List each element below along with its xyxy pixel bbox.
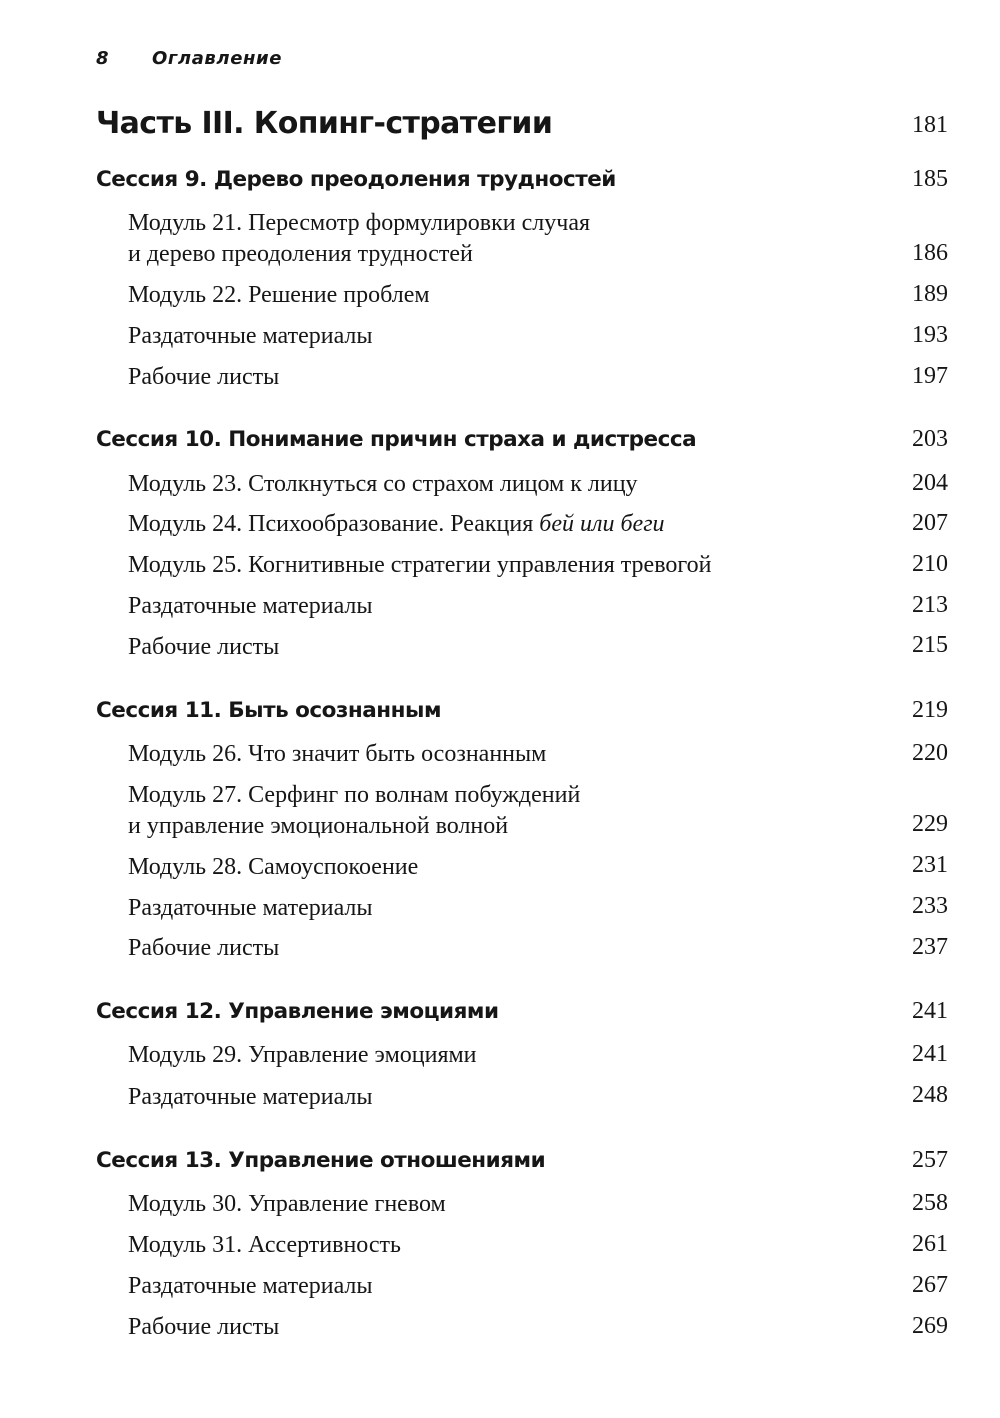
toc-entry: Модуль 22. Решение проблем	[128, 282, 430, 308]
toc-entry: Модуль 28. Самоуспокоение	[128, 854, 419, 880]
session-page: 185	[912, 166, 948, 192]
toc-entry: Модуль 29. Управление эмоциями	[128, 1042, 477, 1068]
toc-entry: Раздаточные материалы	[128, 895, 373, 921]
entry-page: 269	[912, 1313, 948, 1339]
toc-entry: Рабочие листы	[128, 935, 280, 961]
entry-page: 229	[912, 811, 948, 837]
toc-entry: Раздаточные материалы	[128, 323, 373, 349]
entry-page: 261	[912, 1231, 948, 1257]
part-title: Часть III. Копинг-стратегии	[96, 106, 553, 141]
part-page: 181	[912, 112, 948, 138]
session-title: Сессия 9. Дерево преодоления трудностей	[96, 167, 616, 192]
toc-entry: Модуль 31. Ассертивность	[128, 1232, 401, 1258]
entry-page: 189	[912, 281, 948, 307]
toc-entry: Модуль 26. Что значит быть осознанным	[128, 741, 547, 767]
running-header	[96, 48, 282, 69]
session-page: 241	[912, 998, 948, 1024]
toc-entry: Раздаточные материалы	[128, 593, 373, 619]
toc-entry: Рабочие листы	[128, 1314, 280, 1340]
entry-page: 207	[912, 510, 948, 536]
entry-page: 220	[912, 740, 948, 766]
toc-entry: Модуль 23. Столкнуться со страхом лицом к лицу	[128, 471, 638, 497]
entry-page: 248	[912, 1082, 948, 1108]
toc-entry: Модуль 27. Серфинг по волнам побуждений и управление эмоциональной волной	[128, 782, 581, 839]
toc-entry: Модуль 30. Управление гневом	[128, 1191, 446, 1217]
session-page: 203	[912, 426, 948, 452]
entry-page: 267	[912, 1272, 948, 1298]
session-page: 219	[912, 697, 948, 723]
entry-page: 258	[912, 1190, 948, 1216]
entry-page: 231	[912, 852, 948, 878]
entry-page: 213	[912, 592, 948, 618]
entry-page: 186	[912, 240, 948, 266]
entry-page: 215	[912, 632, 948, 658]
toc-entry: Рабочие листы	[128, 634, 280, 660]
toc-entry: Раздаточные материалы	[128, 1273, 373, 1299]
entry-page: 233	[912, 893, 948, 919]
page-number: 8	[96, 48, 109, 69]
entry-page: 197	[912, 363, 948, 389]
toc-entry: Модуль 24. Психообразование. Реакция бей или беги	[128, 511, 665, 537]
entry-page: 193	[912, 322, 948, 348]
session-title: Сессия 13. Управление отношениями	[96, 1148, 546, 1173]
session-page: 257	[912, 1147, 948, 1173]
toc-entry: Раздаточные материалы	[128, 1084, 373, 1110]
toc-entry: Модуль 21. Пересмотр формулировки случая и дерево преодоления трудностей	[128, 210, 591, 267]
session-title: Сессия 11. Быть осознанным	[96, 698, 442, 723]
toc-entry: Рабочие листы	[128, 364, 280, 390]
session-title: Сессия 12. Управление эмоциями	[96, 999, 499, 1024]
entry-page: 237	[912, 934, 948, 960]
session-title: Сессия 10. Понимание причин страха и дистресса	[96, 427, 697, 452]
entry-page: 204	[912, 470, 948, 496]
toc-entry: Модуль 25. Когнитивные стратегии управления тревогой	[128, 552, 712, 578]
entry-page: 210	[912, 551, 948, 577]
running-title: Оглавление	[152, 48, 283, 69]
entry-page: 241	[912, 1041, 948, 1067]
